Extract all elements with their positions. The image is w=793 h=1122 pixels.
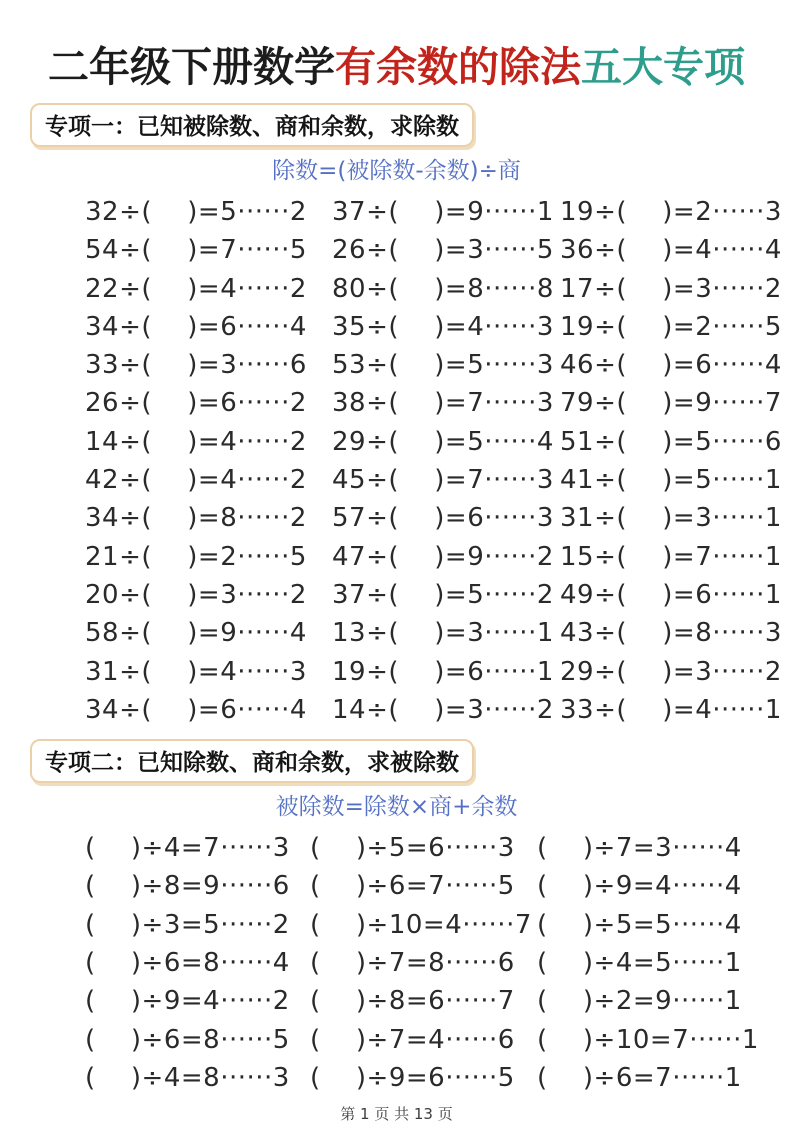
problem: 51÷( )=5······6	[560, 426, 782, 457]
problem: ( )÷8=6······7	[310, 986, 515, 1017]
problem: 32÷( )=5······2	[85, 197, 307, 227]
problem: ( )÷9=4······4	[537, 871, 742, 902]
section1-problem-grid	[0, 193, 793, 729]
problem: 26÷( )=6······2	[85, 388, 307, 419]
problem: ( )÷7=3······4	[537, 833, 742, 864]
problem: 36÷( )=4······4	[560, 235, 782, 266]
title-part-black: 二年级下册数学	[48, 43, 335, 91]
problem: 37÷( )=5······2	[332, 579, 554, 610]
section2-heading-label: 专项二：已知除数、商和余数，求被除数	[45, 750, 459, 777]
problem: 42÷( )=4······2	[85, 465, 307, 496]
problem: 47÷( )=9······2	[332, 541, 554, 572]
problem: ( )÷6=8······4	[85, 948, 290, 979]
problem: 43÷( )=8······3	[560, 618, 782, 649]
section2-problem-grid	[0, 829, 793, 1097]
problem: 15÷( )=7······1	[560, 541, 782, 572]
section2-formula: 被除数=除数×商+余数	[275, 794, 518, 821]
page-number: 第 1 页 共 13 页	[340, 1105, 453, 1122]
problem: ( )÷4=8······3	[85, 1062, 290, 1093]
problem: 49÷( )=6······1	[560, 579, 782, 610]
section1-heading-box	[30, 103, 474, 147]
problem: 19÷( )=6······1	[332, 656, 554, 687]
problem: 14÷( )=4······2	[85, 426, 307, 457]
problem: 80÷( )=8······8	[332, 273, 554, 304]
problem: 19÷( )=2······5	[560, 311, 782, 342]
problem: ( )÷2=9······1	[537, 986, 742, 1017]
problem: 45÷( )=7······3	[332, 465, 554, 496]
problem: 20÷( )=3······2	[85, 579, 307, 610]
problem: ( )÷10=7······1	[537, 1024, 759, 1055]
problem: 54÷( )=7······5	[85, 235, 307, 266]
problem: 34÷( )=6······4	[85, 694, 307, 725]
problem: 53÷( )=5······3	[332, 350, 554, 381]
problem: 37÷( )=9······1	[332, 197, 554, 227]
problem: 57÷( )=6······3	[332, 503, 554, 534]
section2-heading-box	[30, 739, 474, 783]
problem: 21÷( )=2······5	[85, 541, 307, 572]
problem: ( )÷5=6······3	[310, 833, 515, 864]
title-part-red: 有余数的除法	[335, 43, 581, 91]
problem: ( )÷7=4······6	[310, 1024, 515, 1055]
problem: 33÷( )=4······1	[560, 694, 782, 725]
problem: ( )÷6=8······5	[85, 1024, 290, 1055]
section1-heading-label: 专项一：已知被除数、商和余数，求除数	[45, 114, 459, 140]
problem: 13÷( )=3······1	[332, 618, 554, 649]
problem: 22÷( )=4······2	[85, 273, 307, 304]
problem: ( )÷7=8······6	[310, 948, 515, 979]
problem: 38÷( )=7······3	[332, 388, 554, 419]
problem: 17÷( )=3······2	[560, 273, 782, 304]
problem: ( )÷4=7······3	[85, 833, 290, 864]
problem: 14÷( )=3······2	[332, 694, 554, 725]
problem: 19÷( )=2······3	[560, 197, 782, 227]
problem: 58÷( )=9······4	[85, 618, 307, 649]
problem: 31÷( )=4······3	[85, 656, 307, 687]
page-title	[0, 0, 793, 93]
problem: 35÷( )=4······3	[332, 311, 554, 342]
problem: ( )÷4=5······1	[537, 948, 742, 979]
problem: ( )÷5=5······4	[537, 909, 742, 940]
problem: 29÷( )=5······4	[332, 426, 554, 457]
problem: ( )÷10=4······7	[310, 909, 532, 940]
problem: 31÷( )=3······1	[560, 503, 782, 534]
problem: 29÷( )=3······2	[560, 656, 782, 687]
title-part-teal: 五大专项	[581, 43, 745, 91]
problem: ( )÷6=7······1	[537, 1062, 742, 1093]
problem: 41÷( )=5······1	[560, 465, 782, 496]
problem: ( )÷8=9······6	[85, 871, 290, 902]
problem: ( )÷9=6······5	[310, 1062, 515, 1093]
problem: ( )÷9=4······2	[85, 986, 290, 1017]
problem: 26÷( )=3······5	[332, 235, 554, 266]
problem: 34÷( )=8······2	[85, 503, 307, 534]
problem: 34÷( )=6······4	[85, 311, 307, 342]
section1-formula: 除数=(被除数-余数)÷商	[272, 158, 521, 184]
problem: ( )÷6=7······5	[310, 871, 515, 902]
problem: 46÷( )=6······4	[560, 350, 782, 381]
problem: 79÷( )=9······7	[560, 388, 782, 419]
problem: 33÷( )=3······6	[85, 350, 307, 381]
problem: ( )÷3=5······2	[85, 909, 290, 940]
